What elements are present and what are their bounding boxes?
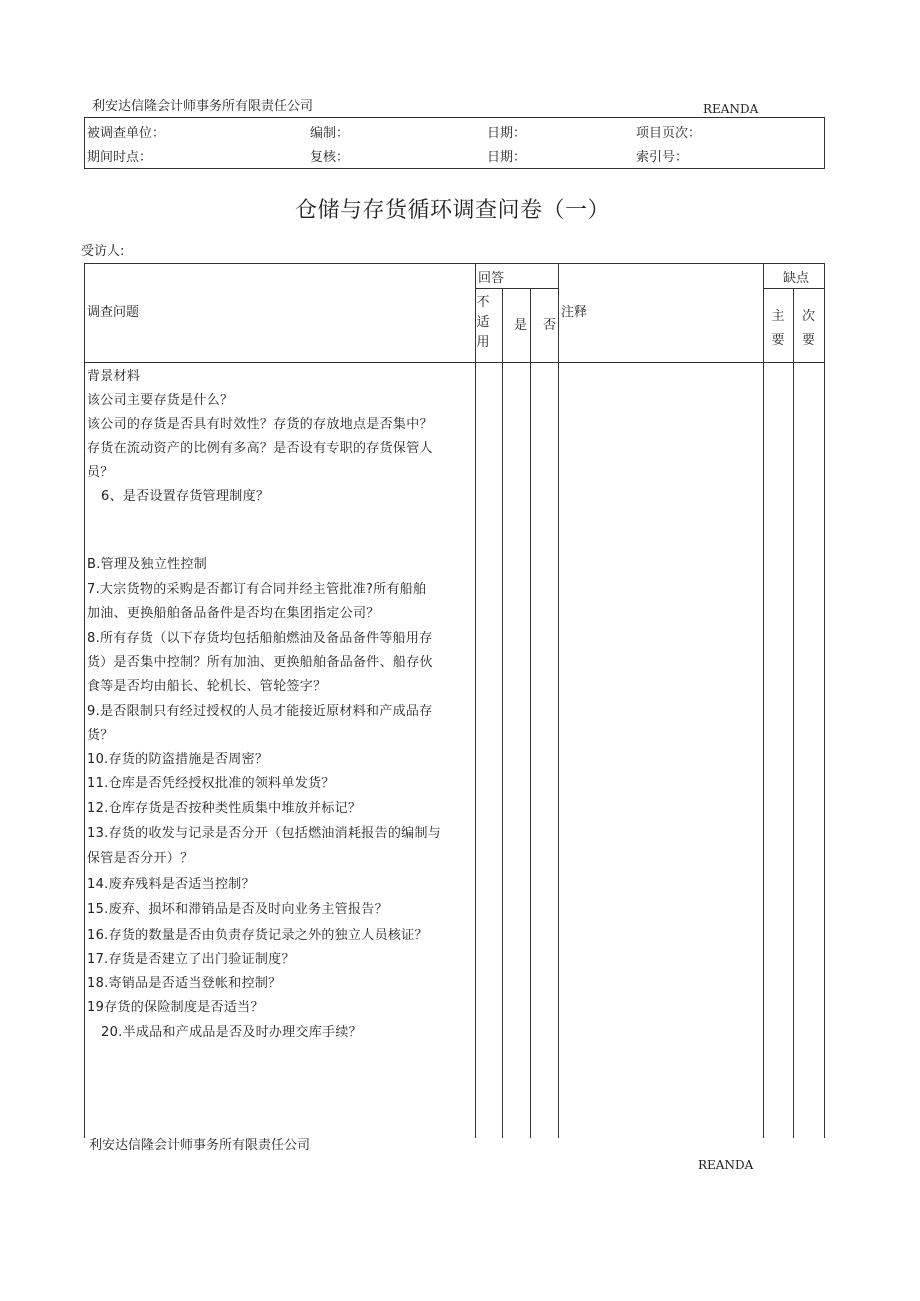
comment-header: 注释	[561, 305, 588, 320]
deficiency-group-header: 缺点	[783, 271, 810, 286]
question-line: 17.存货是否建立了出门验证制度？	[87, 952, 295, 967]
question-line: 货？	[87, 728, 114, 743]
question-header: 调查问题	[87, 305, 140, 320]
interviewee-label: 受访人:	[81, 244, 125, 259]
index-no-label: 索引号：	[636, 150, 689, 165]
reviewed-by-label: 复核：	[310, 150, 350, 165]
question-line: 8.所有存货（以下存货均包括船舶燃油及备品备件等船用存	[87, 631, 433, 646]
auditee-label: 被调查单位：	[87, 126, 166, 141]
header-firm-code: REANDA	[703, 102, 759, 116]
question-line: 10.存货的防盗措施是否周密？	[87, 752, 269, 767]
question-line: 背景材料	[87, 369, 141, 384]
question-line: 15.废弃、损坏和滞销品是否及时向业务主管报告？	[87, 902, 388, 917]
section-heading: B.管理及独立性控制	[87, 557, 208, 572]
major-header: 主 要	[771, 309, 785, 348]
question-line: 16.存货的数量是否由负责存货记录之外的独立人员核证？	[87, 928, 428, 943]
question-line: 货）是否集中控制？所有加油、更换船舶备品备件、船存伙	[87, 655, 433, 670]
question-line: 12.仓库存货是否按种类性质集中堆放并标记？	[87, 801, 362, 816]
question-line: 13.存货的收发与记录是否分开（包括燃油消耗报告的编制与	[87, 826, 442, 841]
question-line: 11.仓库是否凭经授权批准的领料单发货？	[87, 776, 335, 791]
page-title: 仓储与存货循环调查问卷（一）	[294, 198, 610, 223]
question-line: 20.半成品和产成品是否及时办理交库手续？	[101, 1025, 362, 1040]
question-line: 加油、更换船舶备品备件是否均在集团指定公司？	[87, 606, 380, 621]
footer-firm-name: 利安达信隆会计师事务所有限责任公司	[89, 1138, 311, 1153]
question-line: 食等是否均由船长、轮机长、管轮签字？	[87, 679, 327, 694]
question-line: 员？	[87, 465, 114, 480]
question-line: 9.是否限制只有经过授权的人员才能接近原材料和产成品存	[87, 704, 433, 719]
question-line: 存货在流动资产的比例有多高？是否设有专职的存货保管人	[87, 441, 433, 456]
yes-header: 是	[514, 318, 528, 333]
question-line: 7.大宗货物的采购是否都订有合同并经主管批准?所有船舶	[87, 582, 427, 597]
question-line: 该公司主要存货是什么？	[87, 393, 234, 408]
period-label: 期间时点：	[87, 150, 153, 165]
page-no-label: 项目页次：	[636, 126, 702, 141]
minor-header: 次 要	[801, 309, 815, 348]
footer-firm-code: REANDA	[698, 1158, 754, 1172]
not-applicable-header: 不 适 用	[476, 295, 490, 350]
question-line: 该公司的存货是否具有时效性？存货的存放地点是否集中？	[87, 417, 433, 432]
prepared-by-label: 编制：	[310, 126, 350, 141]
question-line: 14.废弃残料是否适当控制？	[87, 877, 255, 892]
date-label-2: 日期：	[487, 150, 527, 165]
no-header: 否	[543, 318, 557, 333]
date-label-1: 日期：	[487, 126, 527, 141]
question-line: 18.寄销品是否适当登帐和控制？	[87, 976, 282, 991]
question-line: 保管是否分开）？	[87, 851, 194, 866]
question-line: 19存货的保险制度是否适当？	[87, 1000, 264, 1015]
header-firm-name: 利安达信隆会计师事务所有限责任公司	[92, 99, 314, 114]
question-line: 6、是否设置存货管理制度？	[101, 489, 270, 504]
answer-group-header: 回答	[478, 271, 505, 286]
